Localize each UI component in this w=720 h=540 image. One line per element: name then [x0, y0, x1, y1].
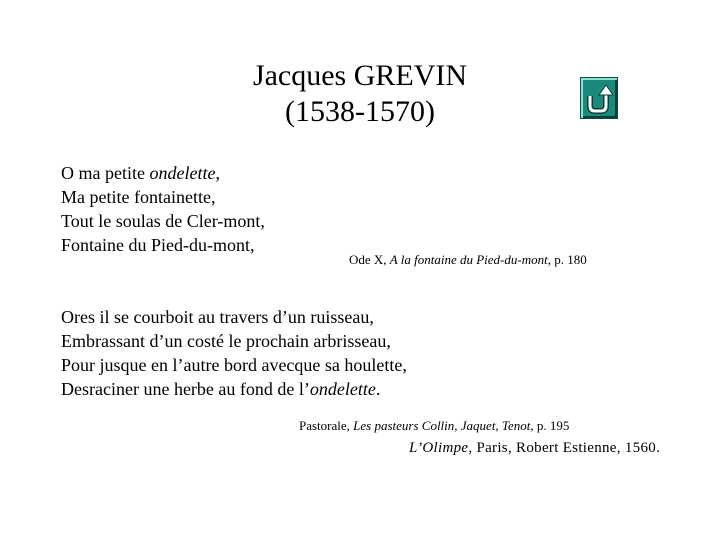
return-button[interactable] [580, 77, 618, 119]
poem-stanza-2 [61, 305, 407, 401]
poem-line: Ores il se courboit au travers d’un ruisseau, [61, 307, 374, 327]
poem-line: Pour jusque en l’autre bord avecque sa houlette, [61, 355, 407, 375]
citation-ode: Ode X, A la fontaine du Pied-du-mont, p. 180 [349, 252, 587, 267]
page-title [180, 58, 540, 130]
author-dates: (1538-1570) [285, 95, 435, 128]
return-arrow-icon [586, 84, 614, 114]
poem-line: O ma petite ondelette, [61, 163, 220, 183]
poem-stanza-1 [61, 161, 265, 257]
citation-pastorale: Pastorale, Les pasteurs Collin, Jaquet, Tenot, p. 195 [299, 418, 570, 433]
author-name: Jacques GREVIN [252, 59, 468, 92]
poem-line: Embrassant d’un costé le prochain arbrisseau, [61, 331, 391, 351]
citation-source: L’Olimpe, Paris, Robert Estienne, 1560. [409, 440, 661, 456]
poem-line: Desraciner une herbe au fond de l’ondelette. [61, 379, 381, 399]
poem-line: Tout le soulas de Cler-mont, [61, 211, 265, 231]
poem-line: Fontaine du Pied-du-mont, [61, 235, 255, 255]
poem-line: Ma petite fontainette, [61, 187, 216, 207]
